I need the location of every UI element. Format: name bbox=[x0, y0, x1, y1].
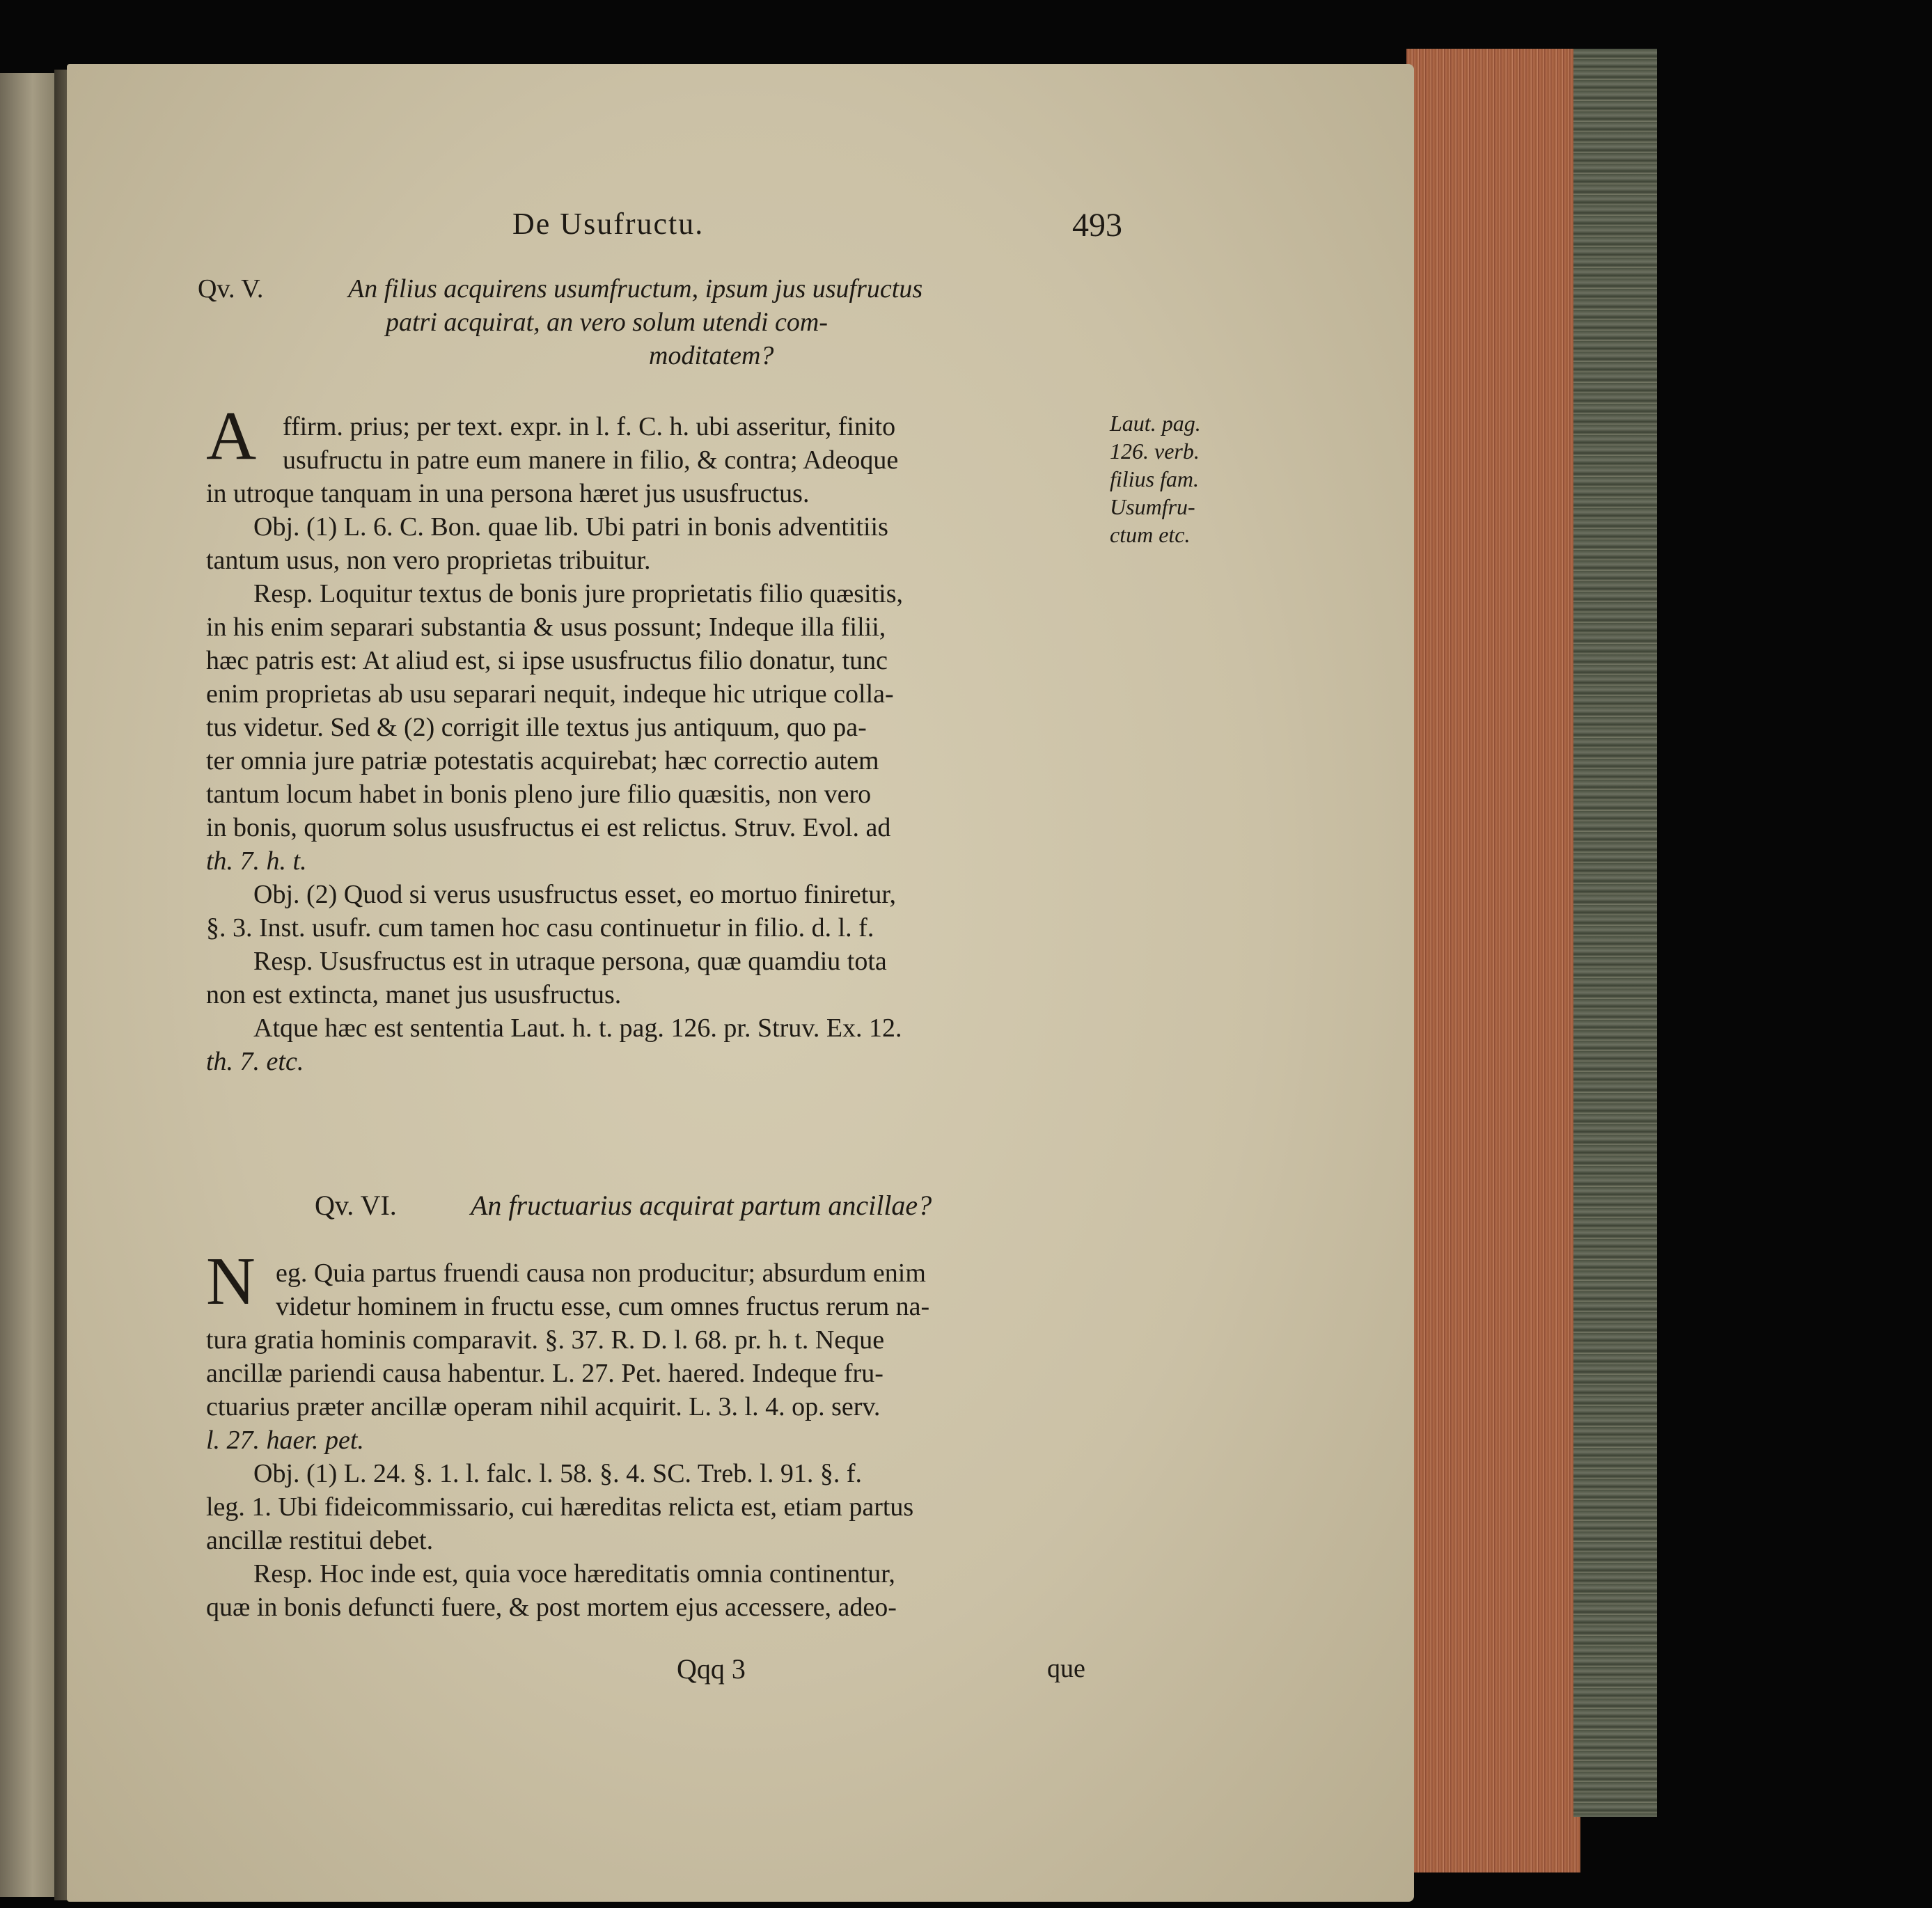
margin-note-line: ctum etc. bbox=[1110, 522, 1191, 547]
margin-note-line: 126. verb. bbox=[1110, 439, 1200, 464]
body-line: usufructu in patre eum manere in filio, & contra; Adeoque bbox=[283, 446, 899, 475]
body-line: ancillæ pariendi causa habentur. L. 27. Pet. haered. Indeque fru- bbox=[206, 1359, 883, 1388]
body-line: l. 27. haer. pet. bbox=[206, 1426, 364, 1455]
question-6-label: Qv. VI. bbox=[315, 1190, 397, 1221]
body-line: ancillæ restitui debet. bbox=[206, 1526, 434, 1555]
drop-cap-n: N bbox=[206, 1244, 256, 1319]
body-line: videtur hominem in fructu esse, cum omnes fructus rerum na- bbox=[276, 1292, 930, 1321]
question-5-title-line-1: An filius acquirens usumfructum, ipsum jus usufructus bbox=[348, 274, 923, 303]
body-line: non est extincta, manet jus ususfructus. bbox=[206, 980, 622, 1009]
question-5-title-line-3: moditatem? bbox=[649, 341, 774, 370]
question-5-label: Qv. V. bbox=[198, 274, 264, 303]
question-5-title-line-2: patri acquirat, an vero solum utendi com- bbox=[386, 308, 828, 337]
question-6-title: An fructuarius acquirat partum ancillae? bbox=[471, 1190, 932, 1221]
running-title: De Usufructu. bbox=[512, 207, 705, 241]
margin-note-line: filius fam. bbox=[1110, 466, 1200, 491]
body-line: Resp. Hoc inde est, quia voce hæreditatis omnia continentur, bbox=[253, 1559, 895, 1588]
body-line: tura gratia hominis comparavit. §. 37. R. D. l. 68. pr. h. t. Neque bbox=[206, 1325, 885, 1355]
body-line: Obj. (2) Quod si verus ususfructus esset, eo mortuo finiretur, bbox=[253, 880, 896, 909]
body-line: th. 7. h. t. bbox=[206, 846, 307, 876]
book-page bbox=[67, 64, 1414, 1902]
body-line: Obj. (1) L. 6. C. Bon. quae lib. Ubi patri in bonis adventitiis bbox=[253, 512, 888, 542]
body-line: tantum usus, non vero proprietas tribuitur. bbox=[206, 546, 651, 575]
catchword: que bbox=[1047, 1654, 1085, 1683]
body-line: Atque hæc est sententia Laut. h. t. pag. 126. pr. Struv. Ex. 12. bbox=[253, 1014, 902, 1043]
body-line: ter omnia jure patriæ potestatis acquirebat; hæc correctio autem bbox=[206, 746, 879, 775]
left-page-edge bbox=[0, 73, 54, 1897]
margin-note-line: Usumfru- bbox=[1110, 494, 1195, 519]
signature-mark: Qqq 3 bbox=[677, 1653, 746, 1685]
body-line: hæc patris est: At aliud est, si ipse ususfructus filio donatur, tunc bbox=[206, 646, 888, 675]
body-line: Obj. (1) L. 24. §. 1. l. falc. l. 58. §. 4. SC. Treb. l. 91. §. f. bbox=[253, 1459, 862, 1488]
body-line: th. 7. etc. bbox=[206, 1047, 304, 1076]
body-line: leg. 1. Ubi fideicommissario, cui hæreditas relicta est, etiam partus bbox=[206, 1492, 914, 1522]
body-line: in utroque tanquam in una persona hæret jus ususfructus. bbox=[206, 479, 810, 508]
body-line: in bonis, quorum solus ususfructus ei est relictus. Struv. Evol. ad bbox=[206, 813, 891, 842]
body-line: quæ in bonis defuncti fuere, & post mortem ejus accessere, adeo- bbox=[206, 1593, 897, 1622]
margin-note-line: Laut. pag. bbox=[1110, 411, 1201, 436]
body-line: Resp. Loquitur textus de bonis jure proprietatis filio quæsitis, bbox=[253, 579, 904, 608]
body-line: in his enim separari substantia & usus possunt; Indeque illa filii, bbox=[206, 613, 886, 642]
page-number: 493 bbox=[1072, 207, 1122, 244]
body-line: §. 3. Inst. usufr. cum tamen hoc casu continuetur in filio. d. l. f. bbox=[206, 913, 874, 943]
body-line: eg. Quia partus fruendi causa non producitur; absurdum enim bbox=[276, 1259, 926, 1288]
book-cover-edge bbox=[1573, 49, 1657, 1817]
body-line: Resp. Ususfructus est in utraque persona, quæ quamdiu tota bbox=[253, 947, 887, 976]
body-line: enim proprietas ab usu separari nequit, indeque hic utrique colla- bbox=[206, 679, 894, 709]
book-gutter bbox=[54, 70, 68, 1900]
page-edges bbox=[1406, 49, 1580, 1872]
body-line: ctuarius præter ancillæ operam nihil acquirit. L. 3. l. 4. op. serv. bbox=[206, 1392, 881, 1421]
body-line: tantum locum habet in bonis pleno jure filio quæsitis, non vero bbox=[206, 780, 872, 809]
body-line: ffirm. prius; per text. expr. in l. f. C. h. ubi asseritur, finito bbox=[283, 412, 896, 441]
body-line: tus videtur. Sed & (2) corrigit ille textus jus antiquum, quo pa- bbox=[206, 713, 867, 742]
drop-cap-a: A bbox=[206, 397, 257, 474]
